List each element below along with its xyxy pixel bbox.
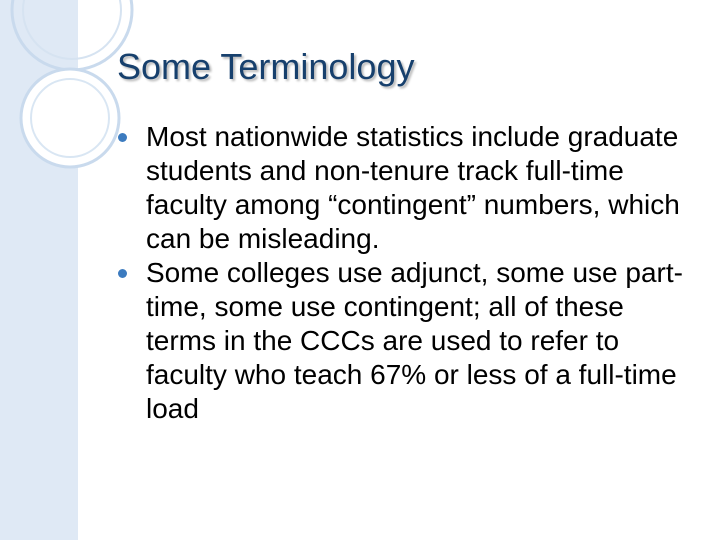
slide-title: Some Terminology [117,46,415,87]
bullet-item [118,256,698,426]
bullet-text: Some colleges use adjunct, some use part-time, some use contingent; all of these terms in the CCCs are used to refer to faculty who teach 67% or less of a full-time load [146,257,683,424]
bullet-dot-icon [118,133,127,142]
bullet-text: Most nationwide statistics include graduate students and non-tenure track full-time faculty among “contingent” numbers, which can be misleading. [146,121,680,254]
bullet-dot-icon [118,269,127,278]
bullet-list [118,120,698,426]
bullet-item [118,120,698,256]
